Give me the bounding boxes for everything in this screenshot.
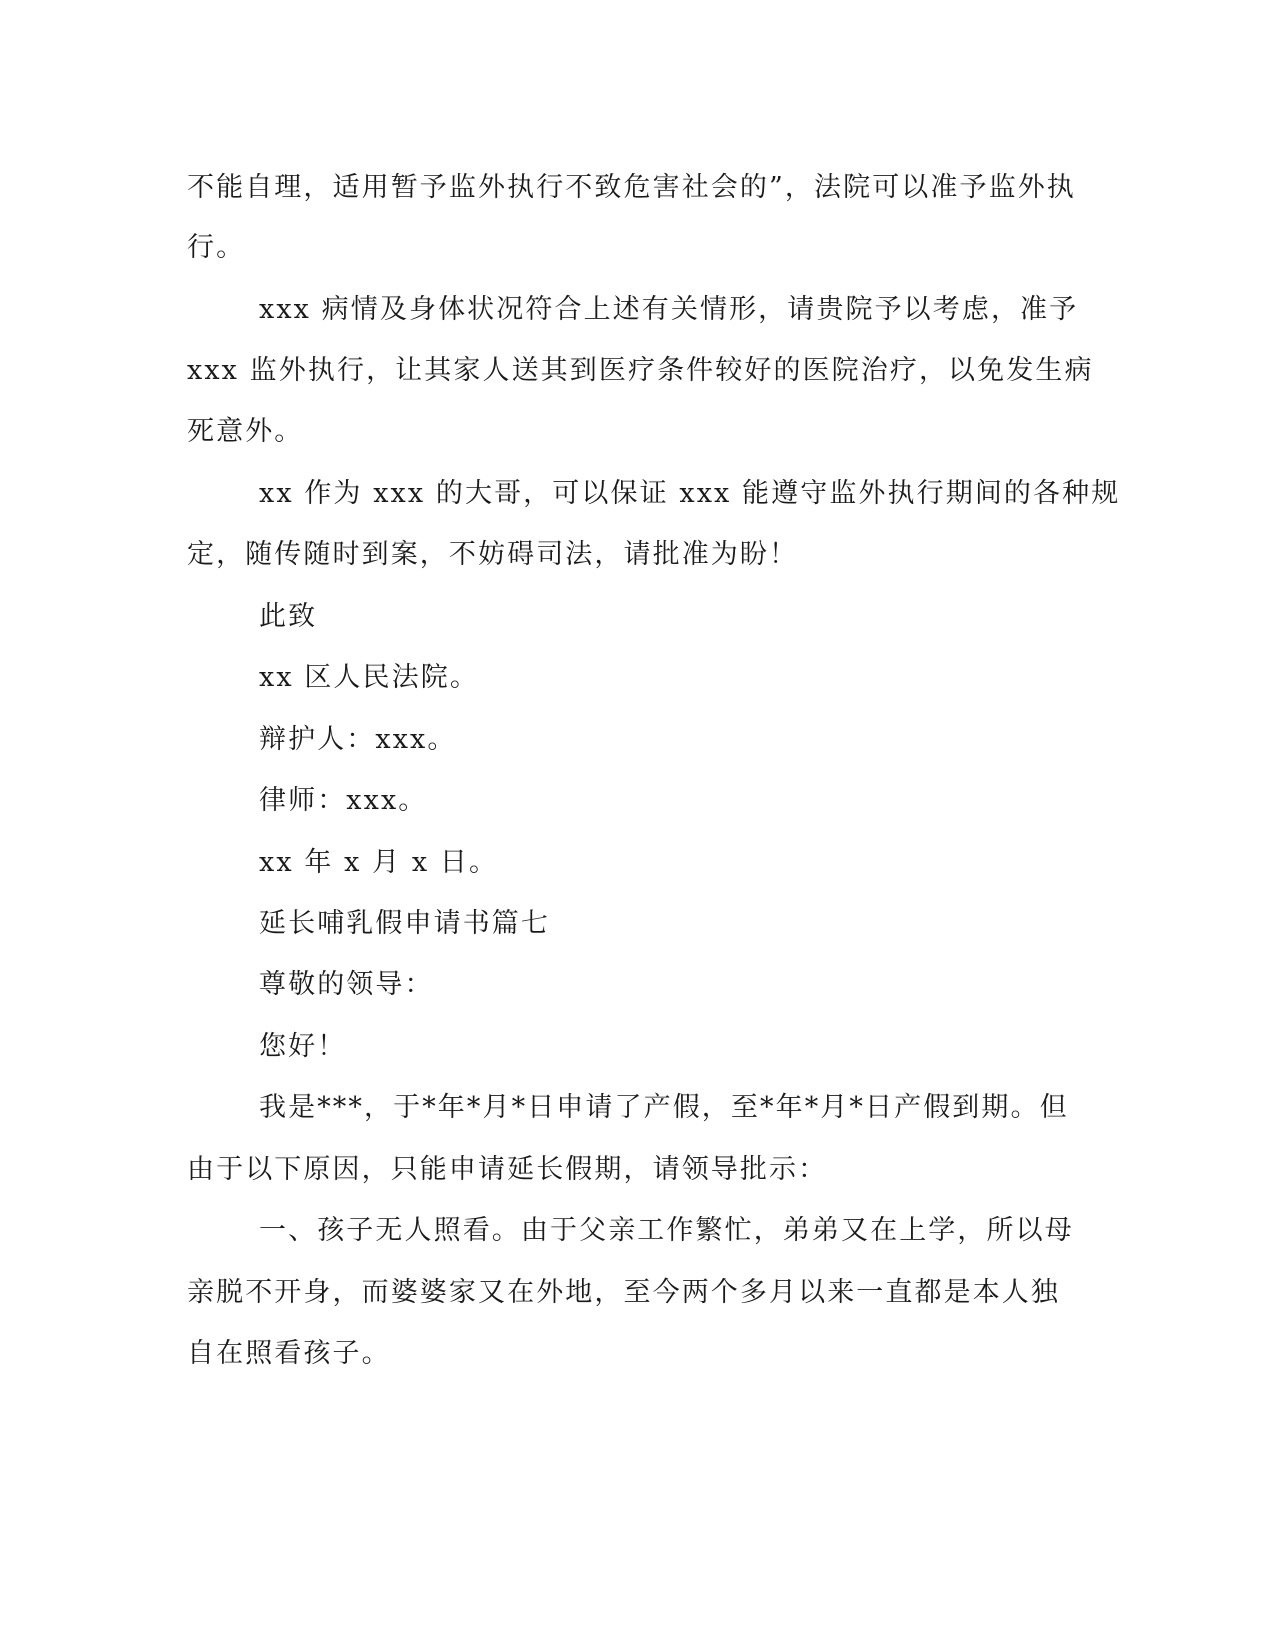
date-line: xx 年 x 月 x 日。 (259, 847, 499, 878)
text-line: 我是***，于*年*月*日申请了产假，至*年*月*日产假到期。但 (259, 1092, 1069, 1123)
greeting-hello: 您好！ (259, 1031, 347, 1062)
text-line: 自在照看孩子。 (187, 1338, 391, 1369)
text-line: xxx 监外执行，让其家人送其到医疗条件较好的医院治疗，以免发生病 (187, 355, 1094, 386)
defender-signature: 辩护人：xxx。 (259, 724, 457, 755)
text-line: 亲脱不开身，而婆婆家又在外地，至今两个多月以来一直都是本人独 (187, 1277, 1060, 1308)
text-line: 定，随传随时到案，不妨碍司法，请批准为盼！ (187, 539, 799, 570)
text-line: xxx 病情及身体状况符合上述有关情形，请贵院予以考虑，准予 (259, 294, 1079, 325)
text-line: 由于以下原因，只能申请延长假期，请领导批示： (187, 1154, 828, 1185)
text-line: 死意外。 (187, 416, 304, 447)
text-line: 行。 (187, 232, 246, 263)
text-line: 一、孩子无人照看。由于父亲工作繁忙，弟弟又在上学，所以母 (259, 1215, 1074, 1246)
text-line: xx 作为 xxx 的大哥，可以保证 xxx 能遵守监外执行期间的各种规 (259, 478, 1121, 509)
greeting: 尊敬的领导： (259, 969, 434, 1000)
closing-salutation: 此致 (259, 601, 318, 632)
section-title: 延长哺乳假申请书篇七 (259, 908, 550, 939)
lawyer-signature: 律师：xxx。 (259, 785, 428, 816)
text-line: 不能自理，适用暂予监外执行不致危害社会的”，法院可以准予监外执 (187, 172, 1076, 203)
recipient: xx 区人民法院。 (259, 662, 479, 693)
